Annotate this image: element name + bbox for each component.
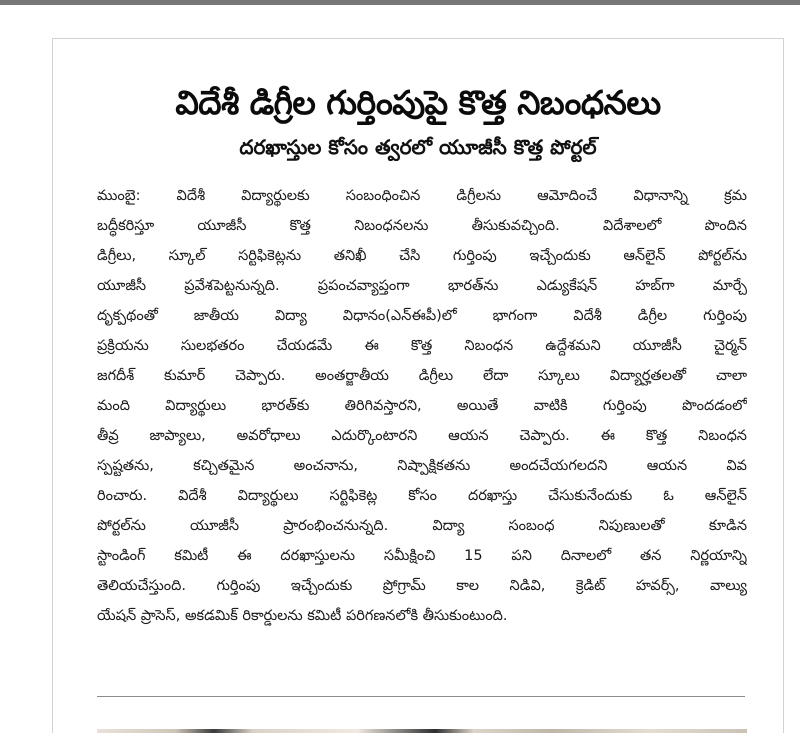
body-line: రించారు. విదేశీ విద్యార్థులు సర్టిఫికెట్ల కోసం దరఖాస్తు చేసుకునేందుకు ఓ ఆన్‌లైన్ — [97, 488, 747, 504]
body-line: తెలియచేస్తుంది. గుర్తింపు ఇచ్చేందుకు ప్రోగ్రామ్ కాల నిడివి, క్రెడిట్ హవర్స్, వాల్యు — [97, 578, 747, 594]
headline: విదేశీ డిగ్రీల గుర్తింపుపై కొత్త నిబంధనలు — [175, 83, 661, 122]
body-line: పోర్టల్‌ను యూజీసీ ప్రారంభించనున్నది. విద్యా సంబంధ నిపుణులతో కూడిన — [97, 518, 747, 534]
body-line: స్టాండింగ్ కమిటీ ఈ దరఖాస్తులను సమీక్షించి 15 పని దినాలలో తన నిర్ణయాన్ని — [97, 548, 747, 564]
body-line: స్పష్టతను, కచ్చితమైన అంచనాను, నిష్పాక్షికతను అందచేయగలదని ఆయన వివ — [97, 458, 747, 474]
body-line: తీవ్ర జాప్యాలు, అవరోధాలు ఎదుర్కొంటారని ఆయన చెప్పారు. ఈ కొత్త నిబంధన — [97, 428, 747, 444]
subheadline: దరఖాస్తుల కోసం త్వరలో యూజీసీ కొత్త పోర్టల్ — [239, 135, 597, 159]
news-clipping — [52, 38, 784, 733]
body-line: ముంబై: విదేశీ విద్యార్థులకు సంబంధించిన డిగ్రీలను ఆమోదించే విధానాన్ని క్రమ — [97, 188, 747, 204]
body-line: దృక్పథంతో జాతీయ విద్యా విధానం(ఎన్‌ఈపీ)లో భాగంగా విదేశీ డిగ్రీల గుర్తింపు — [97, 308, 747, 324]
body-line: యూజీసీ ప్రవేశపెట్టనున్నది. ప్రపంచవ్యాప్తంగా భారత్‌ను ఎడ్యుకేషన్ హబ్‌గా మార్చే — [97, 278, 747, 294]
body-line: డిగ్రీలు, స్కూల్ సర్టిఫికెట్లను తనిఖీ చేసి గుర్తింపు ఇచ్చేందుకు ఆన్‌లైన్ పోర్టల్‌ను — [97, 248, 747, 264]
body-line: బద్ధీకరిస్తూ యూజీసీ కొత్త నిబంధనలను తీసుకువచ్చింది. విదేశాలలో పొందిన — [97, 218, 747, 234]
top-bar — [0, 0, 800, 5]
body-line: ప్రక్రియను సులభతరం చేయడమే ఈ కొత్త నిబంధన ఉద్దేశమని యూజీసీ చైర్మన్ — [97, 338, 747, 354]
article-body — [97, 181, 747, 631]
body-line: యేషన్ ప్రాసెస్, అకడమిక్ రికార్డులను కమిటీ పరిగణనలోకి తీసుకుంటుంది. — [97, 608, 508, 624]
body-line: జగదీశ్ కుమార్ చెప్పారు. అంతర్జాతీయ డిగ్రీలు లేదా స్కూలు విద్యార్హతలతో చాలా — [97, 368, 747, 384]
photo-strip — [97, 729, 747, 733]
body-line: మంది విద్యార్థులు భారత్‌కు తిరిగివస్తారని, అయితే వాటికి గుర్తింపు పొందడంలో — [97, 398, 747, 414]
divider — [97, 696, 745, 697]
